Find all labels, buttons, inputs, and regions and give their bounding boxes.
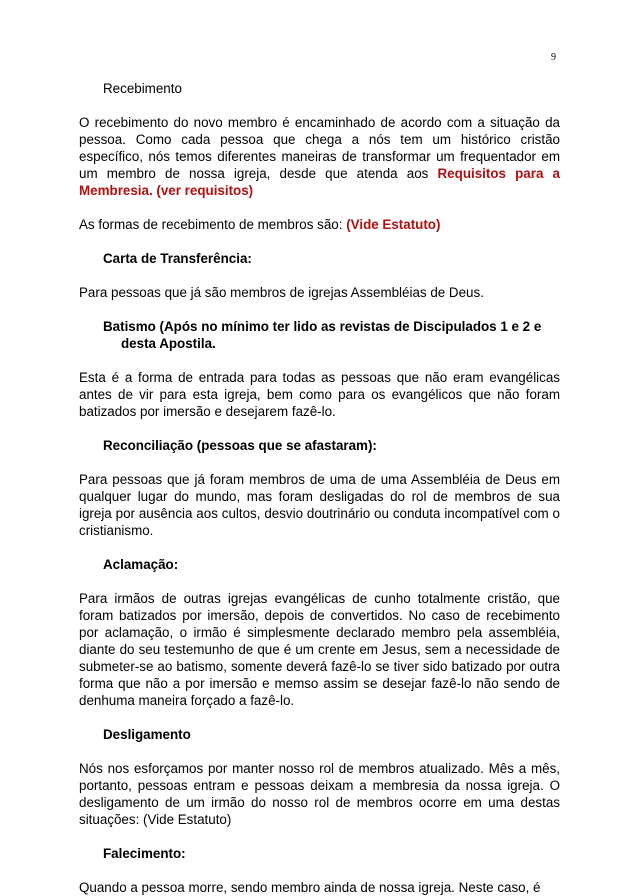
- heading-carta-transferencia: Carta de Transferência:: [103, 251, 252, 266]
- heading-aclamacao: Aclamação:: [103, 557, 179, 572]
- paragraph-formas: [79, 216, 560, 233]
- heading-falecimento: Falecimento:: [103, 846, 186, 861]
- paragraph-carta-transferencia: Para pessoas que já são membros de igrejas Assembléias de Deus.: [79, 285, 484, 300]
- requisitos-link[interactable]: Requisitos para a Membresia. (ver requisitos): [79, 166, 560, 198]
- paragraph-aclamacao: Para irmãos de outras igrejas evangélicas de cunho totalmente cristão, que foram batizados por imersão, depois de convertidos. No caso de recebimento por aclamação, o irmão é simplesmente declarado membro pela assembléia, diante do seu testemunho de que é um crente em Jesus, sem a necessidade de submeter-se ao batismo, somente deverá fazê-lo se tiver sido batizado por outra forma que não a por imersão e memso assim se desejar fazê-lo não sendo de denhuma maneira forçado a fazê-lo.: [79, 591, 560, 708]
- paragraph-desligamento: Nós nos esforçamos por manter nosso rol de membros atualizado. Mês a mês, portanto, pessoas entram e pessoas deixam a membresia da nossa igreja. O desligamento de um irmão do nosso rol de membros ocorre em uma destas situações: (Vide Estatuto): [79, 761, 560, 827]
- heading-batismo: Batismo (Após no mínimo ter lido as revistas de Discipulados 1 e 2 e desta Apostila.: [103, 319, 542, 351]
- formas-text: As formas de recebimento de membros são:: [79, 217, 343, 232]
- paragraph-reconciliacao: Para pessoas que já foram membros de uma de uma Assembléia de Deus em qualquer lugar do mundo, mas foram desligadas do rol de membros de sua igreja por ausência aos cultos, desvio doutrinário ou conduta incompatível com o cristianismo.: [79, 472, 560, 538]
- paragraph-batismo: Esta é a forma de entrada para todas as pessoas que não eram evangélicas antes de vir para esta igreja, bem como para os evangélicos que não foram batizados por imersão e desejarem fazê-lo.: [79, 370, 560, 419]
- page-content: [79, 80, 560, 896]
- heading-recebimento: Recebimento: [103, 81, 182, 96]
- paragraph-falecimento: Quando a pessoa morre, sendo membro ainda de nossa igreja. Neste caso, é: [79, 880, 541, 895]
- paragraph-recebimento: [79, 114, 560, 199]
- paragraph-recebimento-text: O recebimento do novo membro é encaminhado de acordo com a situação da pessoa. Como cada pessoa que chega a nós tem um histórico cristão específico, nós temos diferentes maneiras de transformar um frequentador em um membro de nossa igreja, desde que atenda aos: [79, 115, 560, 181]
- page-number: 9: [551, 52, 556, 63]
- vide-estatuto-link[interactable]: (Vide Estatuto): [346, 217, 441, 232]
- heading-desligamento: Desligamento: [103, 727, 191, 742]
- heading-reconciliacao: Reconciliação (pessoas que se afastaram):: [103, 438, 377, 453]
